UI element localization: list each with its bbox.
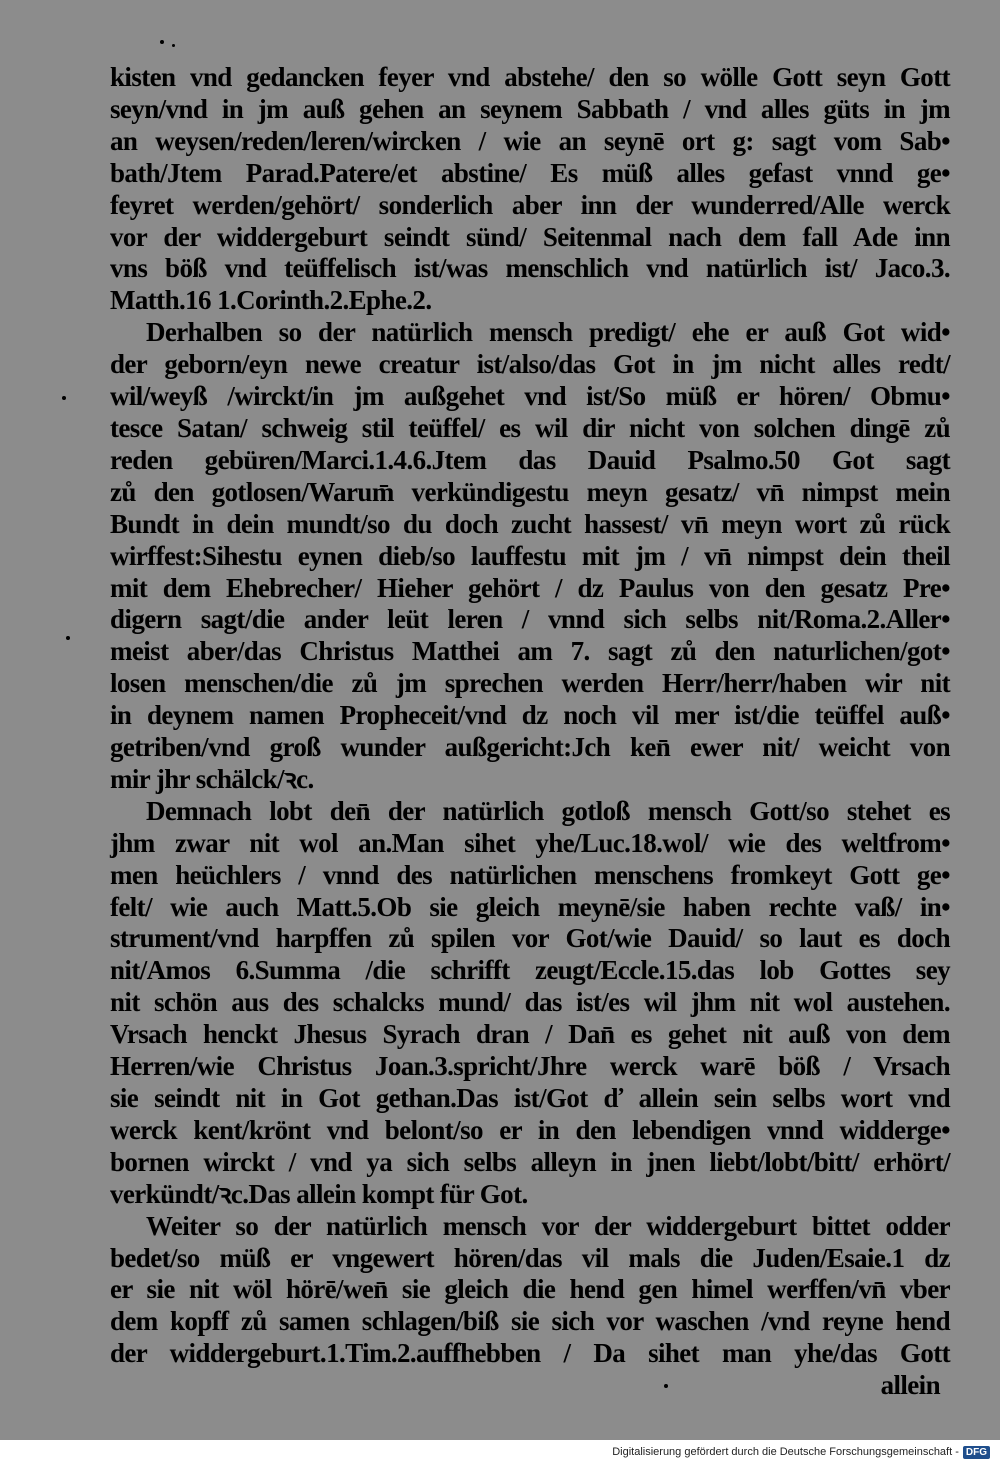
text-line: reden gebüren/Marci.1.4.6.Jtem das Dauid Psalmo.50 Got sagt — [110, 444, 950, 475]
catchword: allein — [880, 1370, 940, 1401]
ink-speck — [172, 44, 175, 47]
ink-speck — [66, 636, 70, 640]
text-line: felt/ wie auch Matt.5.Ob sie gleich meynē/sie haben rechte vaß/ in• — [110, 891, 950, 922]
text-line: bath/Jtem Parad.Patere/et abstine/ Es müß alles gefast vnnd ge• — [110, 157, 950, 188]
text-line: nit schön aus des schalcks mund/ das ist/es wil jhm nit wol austehen. — [110, 987, 950, 1018]
text-line: Herren/wie Christus Joan.3.spricht/Jhre werck warē böß / Vrsach — [110, 1051, 950, 1082]
text-line: tesce Satan/ schweig stil teüffel/ es wil dir nicht von solchen dingē zů — [110, 412, 950, 443]
text-line: mir jhr schälck/ꝛc. — [110, 763, 314, 794]
text-line: werck kent/krönt vnd belont/so er in den lebendigen vnnd widderge• — [110, 1114, 950, 1145]
text-line: bornen wirckt / vnd ya sich selbs alleyn in jnen liebt/lobt/bitt/ erhört/ — [110, 1146, 950, 1177]
text-line: feyret werden/gehört/ sonderlich aber inn der wunderred/Alle werck — [110, 189, 950, 220]
text-line: der widdergeburt.1.Tim.2.auffhebben / Da sihet man yhe/das Gott — [110, 1338, 950, 1369]
text-line: Derhalben so der natürlich mensch predigt/ ehe er auß Got wid• — [146, 317, 950, 348]
dfg-logo: DFG — [963, 1446, 990, 1459]
footer-bar — [0, 1440, 1000, 1464]
text-line: nit/Amos 6.Summa /die schrifft zeugt/Eccle.15.das lob Gottes sey — [110, 955, 950, 986]
text-line: Matth.16 1.Corinth.2.Ephe.2. — [110, 285, 432, 316]
text-line: sie seindt nit in Got gethan.Das ist/Got ď allein sein selbs wort vnd — [110, 1083, 950, 1113]
text-line: strument/vnd harpffen zů spilen vor Got/wie Dauid/ so laut es doch — [110, 923, 950, 954]
text-line: Demnach lobt den̄ der natürlich gotloß mensch Gott/so stehet es — [146, 795, 950, 826]
text-line: Bundt in dein mundt/so du doch zucht hassest/ vn̄ meyn wort zů rück — [110, 508, 950, 539]
text-line: getriben/vnd groß wunder außgericht:Jch ken̄ ewer nit/ weicht von — [110, 732, 950, 763]
text-line: digern sagt/die ander leüt leren / vnnd sich selbs nit/Roma.2.Aller• — [110, 604, 950, 635]
ink-speck — [160, 40, 164, 44]
text-line: men heüchlers / vnnd des natürlichen menschens fromkeyt Gott ge• — [110, 859, 950, 890]
text-line: mit dem Ehebrecher/ Hieher gehört / dz Paulus von den gesatz Pre• — [110, 572, 950, 603]
text-line: vor der widdergeburt seindt sünd/ Seitenmal nach dem fall Ade inn — [110, 221, 950, 252]
text-line: vns böß vnd teüffelisch ist/was menschlich vnd natürlich ist/ Jaco.3. — [110, 253, 950, 284]
text-line: dem kopff zů samen schlagen/biß sie sich vor waschen /vnd reyne hend — [110, 1306, 950, 1337]
text-line: meist aber/das Christus Matthei am 7. sagt zů den naturlichen/got• — [110, 636, 950, 667]
footer-credit: Digitalisierung gefördert durch die Deutsche Forschungsgemeinschaft - — [612, 1446, 959, 1458]
text-line: kisten vnd gedancken feyer vnd abstehe/ den so wölle Gott seyn Gott — [110, 62, 950, 92]
text-line: er sie nit wöl hörē/wen̄ sie gleich die hend gen himel werffen/vn̄ vber — [110, 1274, 950, 1305]
text-line: bedet/so müß er vngewert hören/das vil mals die Juden/Esaie.1 dz — [110, 1242, 950, 1273]
text-line: verkündt/ꝛc.Das allein kompt für Got. — [110, 1178, 528, 1209]
text-line: seyn/vnd in jm auß gehen an seynem Sabbath / vnd alles güts in jm — [110, 93, 950, 124]
text-line: zů den gotlosen/Warum̄ verkündigestu meyn gesatz/ vn̄ nimpst mein — [110, 476, 950, 507]
text-line: Weiter so der natürlich mensch vor der widdergeburt bittet odder — [146, 1210, 950, 1241]
text-line: Vrsach henckt Jhesus Syrach dran / Dan̄ es gehet nit auß von dem — [110, 1019, 950, 1050]
text-line: wil/weyß /wirckt/in jm außgehet vnd ist/So müß er hören/ Obmu• — [110, 381, 950, 412]
text-line: jhm zwar nit wol an.Man sihet yhe/Luc.18.wol/ wie des weltfrom• — [110, 827, 950, 858]
ink-speck — [62, 396, 66, 400]
text-line: an weysen/reden/leren/wircken / wie an seynē ort g: sagt vom Sab• — [110, 125, 950, 156]
page-body-text — [110, 62, 950, 1402]
text-line: losen menschen/die zů jm sprechen werden Herr/herr/haben wir nit — [110, 668, 950, 699]
text-line: der geborn/eyn newe creatur ist/also/das Got in jm nicht alles redt/ — [110, 349, 950, 380]
text-line: in deynem namen Propheceit/vnd dz noch vil mer ist/die teüffel auß• — [110, 700, 950, 731]
text-line: wirffest:Sihestu eynen dieb/so lauffestu mit jm / vn̄ nimpst dein theil — [110, 540, 950, 571]
